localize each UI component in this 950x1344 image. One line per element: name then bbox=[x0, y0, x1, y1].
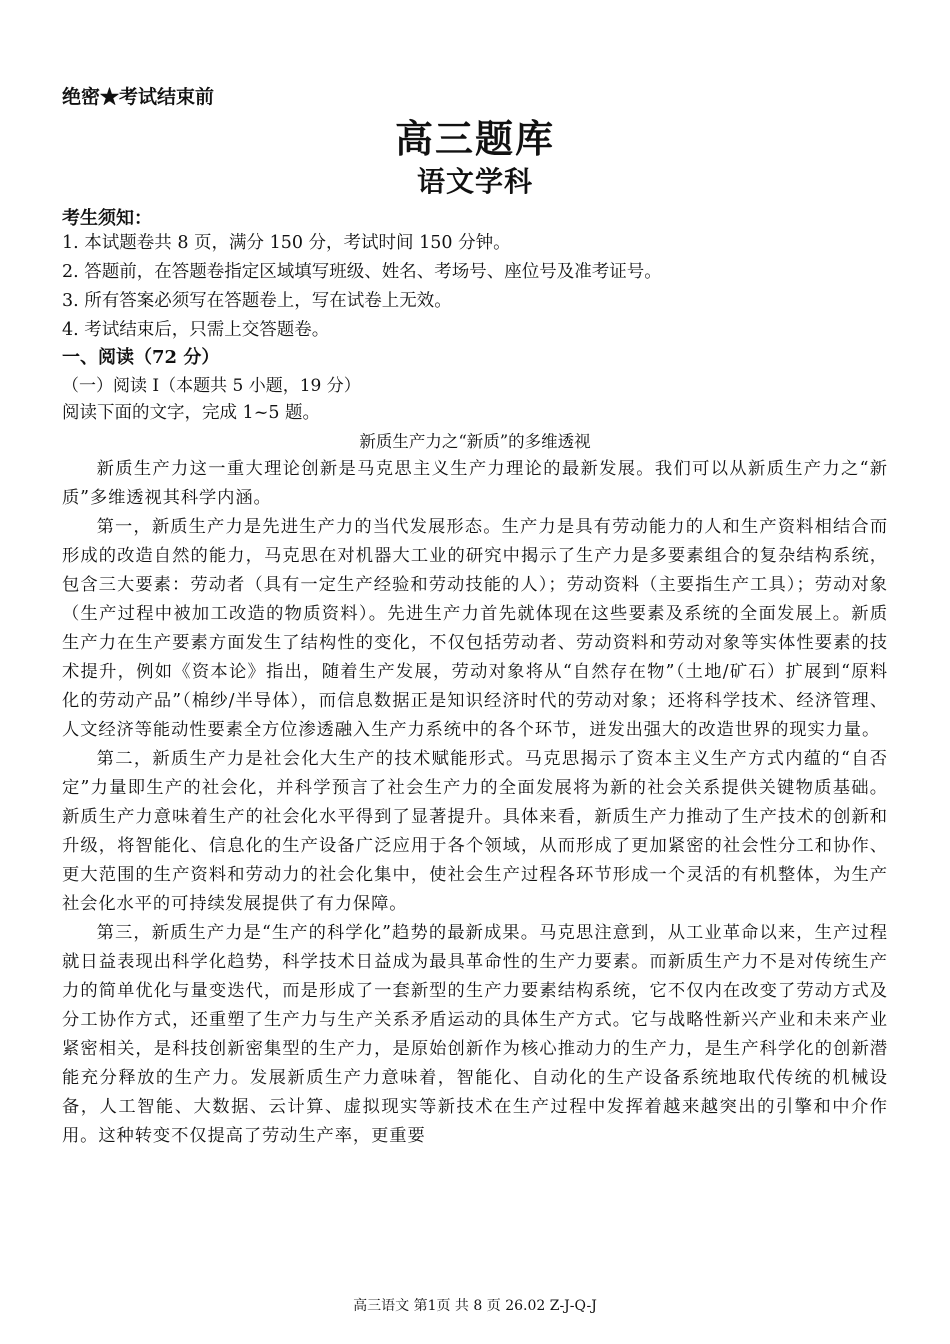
notice-list bbox=[62, 229, 662, 345]
passage-title: 新质生产力之“新质”的多维透视 bbox=[359, 432, 591, 451]
notice-item: 2. 答题前，在答题卷指定区域填写班级、姓名、考场号、座位号及准考证号。 bbox=[62, 262, 662, 282]
passage-paragraph: 第三，新质生产力是“生产的科学化”趋势的最新成果。马克思注意到，从工业革命以来，生产过程就日益表现出科学化趋势，科学技术日益成为最具革命性的生产力要素。而新质生产力不是对传统生产力的简单优化与量变迭代，而是形成了一套新型的生产力要素结构系统，它不仅内在改变了劳动方式及分工协作方式，还重塑了生产力与生产关系矛盾运动的具体生产方式。它与战略性新兴产业和未来产业紧密相关，是科技创新密集型的生产力，是原始创新作为核心推动力的生产力，是生产科学化的创新潜能充分释放的生产力。发展新质生产力意味着，智能化、自动化的生产设备系统地取代传统的机械设备，人工智能、大数据、云计算、虚拟现实等新技术在生产过程中发挥着越来越突出的引擎和中介作用。这种转变不仅提高了劳动生产率，更重要 bbox=[62, 923, 888, 1146]
confidential-label: 绝密★考试结束前 bbox=[62, 86, 215, 108]
notice-item: 4. 考试结束后，只需上交答题卷。 bbox=[62, 320, 330, 340]
subject-title: 语文学科 bbox=[416, 165, 533, 198]
page-title: 高三题库 bbox=[394, 116, 555, 161]
reading-instruction: 阅读下面的文字，完成 1~5 题。 bbox=[62, 403, 321, 423]
passage-body bbox=[62, 455, 888, 1151]
notice-heading: 考生须知： bbox=[62, 208, 152, 229]
passage-paragraph: 第二，新质生产力是社会化大生产的技术赋能形式。马克思揭示了资本主义生产方式内蕴的“自否定”力量即生产的社会化，并科学预言了社会生产力的全面发展将为新的社会关系提供关键物质基础。新质生产力意味着生产的社会化水平得到了显著提升。具体来看，新质生产力推动了生产技术的创新和升级，将智能化、信息化的生产设备广泛应用于各个领域，从而形成了更加紧密的社会性分工和协作、更大范围的生产资料和劳动力的社会化集中，使社会生产过程各环节形成一个灵活的有机整体，为生产社会化水平的可持续发展提供了有力保障。 bbox=[62, 749, 888, 914]
passage-paragraph: 第一，新质生产力是先进生产力的当代发展形态。生产力是具有劳动能力的人和生产资料相结合而形成的改造自然的能力，马克思在对机器大工业的研究中揭示了生产力是多要素组合的复杂结构系统，包含三大要素：劳动者（具有一定生产经验和劳动技能的人）；劳动资料（主要指生产工具）；劳动对象（生产过程中被加工改造的物质资料）。先进生产力首先就体现在这些要素及系统的全面发展上。新质生产力在生产要素方面发生了结构性的变化，不仅包括劳动者、劳动资料和劳动对象等实体性要素的技术提升，例如《资本论》指出，随着生产发展，劳动对象将从“自然存在物”（土地/矿石）扩展到“原料化的劳动产品”（棉纱/半导体），而信息数据正是知识经济时代的劳动对象；还将科学技术、经济管理、人文经济等能动性要素全方位渗透融入生产力系统中的各个环节，迸发出强大的改造世界的现实力量。 bbox=[62, 517, 888, 740]
passage-paragraph: 新质生产力这一重大理论创新是马克思主义生产力理论的最新发展。我们可以从新质生产力之“新质”多维透视其科学内涵。 bbox=[62, 459, 888, 508]
section-heading: 一、阅读（72 分） bbox=[62, 347, 220, 368]
page-footer: 高三语文 第1页 共 8 页 26.02 Z-J-Q-J bbox=[353, 1298, 597, 1314]
notice-item: 3. 所有答案必须写在答题卷上，写在试卷上无效。 bbox=[62, 291, 452, 311]
sub-section-heading: （一）阅读 I（本题共 5 小题，19 分） bbox=[62, 376, 361, 396]
notice-item: 1. 本试题卷共 8 页，满分 150 分，考试时间 150 分钟。 bbox=[62, 233, 511, 253]
